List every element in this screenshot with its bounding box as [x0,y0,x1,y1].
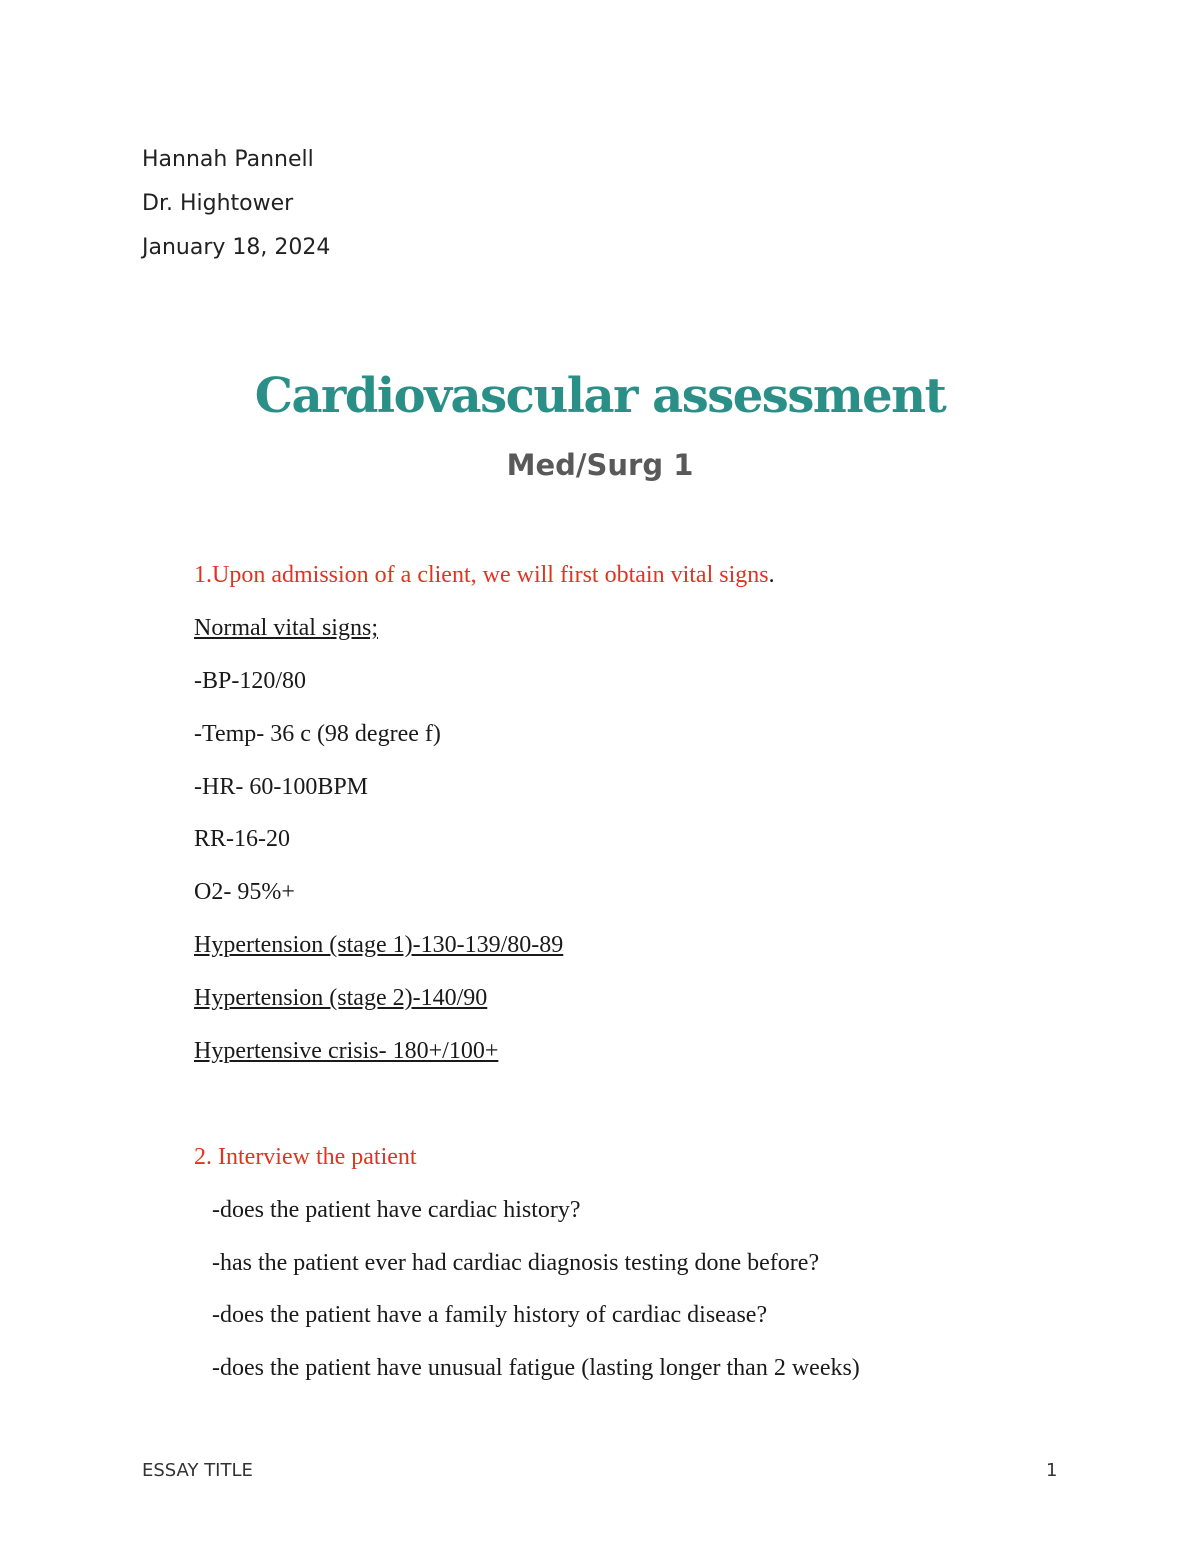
vital-sign-item: RR-16-20 [194,826,290,852]
document-date: January 18, 2024 [142,235,331,260]
vital-sign-item: O2- 95%+ [194,879,295,905]
interview-question: -does the patient have unusual fatigue (lasting longer than 2 weeks) [212,1355,860,1381]
interview-question: -has the patient ever had cardiac diagnosis testing done before? [212,1250,820,1276]
normal-vitals-label: Normal vital signs; [194,615,378,641]
document-title: Cardiovascular assessment [254,368,946,424]
author-name: Hannah Pannell [142,147,314,172]
vital-sign-item: -Temp- 36 c (98 degree f) [194,721,441,747]
hypertension-item: Hypertension (stage 1)-130-139/80-89 [194,932,564,958]
section-1-heading [194,560,775,590]
hypertension-item: Hypertension (stage 2)-140/90 [194,985,488,1011]
vital-sign-item: -BP-120/80 [194,668,307,694]
interview-question: -does the patient have cardiac history? [212,1197,581,1223]
document-subtitle: Med/Surg 1 [506,448,694,482]
interview-question: -does the patient have a family history of cardiac disease? [212,1302,768,1328]
header-block [142,140,330,272]
hypertension-item: Hypertensive crisis- 180+/100+ [194,1038,499,1064]
footer-essay-title: ESSAY TITLE [142,1460,253,1481]
instructor-name: Dr. Hightower [142,191,294,216]
vital-sign-item: -HR- 60-100BPM [194,774,369,800]
section-1-heading-text: 1.Upon admission of a client, we will first obtain vital signs [194,562,769,588]
footer-page-number: 1 [1046,1460,1058,1481]
section-2-heading: 2. Interview the patient [194,1144,417,1170]
section-1-heading-period: . [768,562,775,588]
